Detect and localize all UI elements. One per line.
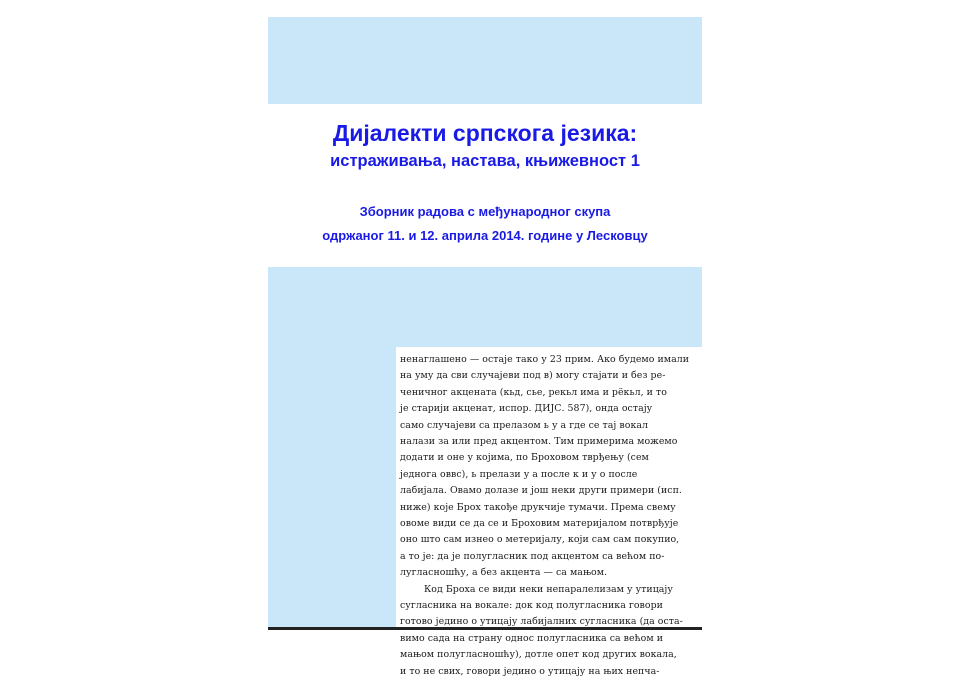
top-color-band (268, 17, 702, 104)
scan-line: оно што сам изнео о метеријалу, који сам сам покупио, (400, 534, 680, 546)
book-subtitle: истраживања, настава, књижевност 1 (330, 152, 640, 170)
scan-line: ченичног акцената (кьд, сье, рекьл има и рёкьл, и то (400, 386, 667, 398)
book-cover (268, 17, 702, 677)
scan-line: налази за или пред акцентом. Тим примерима можемо (400, 436, 678, 447)
scanned-text-excerpt (396, 347, 702, 677)
scan-line: ненаглашено — остаје тако у 23 прим. Ако будемо имали (400, 354, 690, 365)
scan-line: лугласношћу, а без акцента — са мањом. (400, 567, 608, 579)
scan-line: вимо сада на страну однос полугласника са већом и (400, 632, 664, 644)
scan-line: мањом полугласношћу), дотле опет код других вокала, (400, 649, 677, 661)
bottom-color-band (268, 267, 702, 677)
scan-line: ниже) које Брох такође друкчије тумачи. Према свему (400, 501, 676, 513)
scan-line: Код Броха се види неки непаралелизам у утицају (424, 583, 673, 595)
proceedings-line-1: Зборник радова с међународног скупа (359, 204, 611, 219)
scan-line: и то не свих, говори једино о утицају на њих непча- (400, 665, 660, 677)
scan-line: сугласника на вокале: док код полугласника говори (400, 600, 663, 611)
scan-line: а то је: да је полугласник под акцентом са већом по- (400, 550, 665, 562)
scan-line: једнога оввс), ь прелази у а после к и у о после (400, 468, 638, 480)
proceedings-line-2: одржаног 11. и 12. априла 2014. године у Лесковцу (322, 228, 648, 243)
bottom-rule (268, 627, 702, 630)
scan-line: је старији акценат, испор. ДИЈС. 587), онда остају (400, 403, 653, 415)
scan-line: лабијала. Овамо долазе и још неки други примери (исп. (400, 485, 682, 497)
scan-line: овоме види се да се и Броховим материјалом потврђује (400, 518, 679, 529)
scan-line: додати и оне у којима, по Броховом тврђењу (сем (400, 452, 649, 464)
scan-line: на уму да сви случајеви под в) могу стајати и без ре- (400, 370, 666, 382)
scan-line: само случајеви са прелазом ь у а где се тај вокал (400, 419, 648, 431)
scan-line: готово једино о утицају лабијалних сугласника (да оста- (400, 616, 683, 628)
book-title: Дијалекти српскога језика: (332, 120, 638, 146)
title-area (268, 104, 702, 267)
